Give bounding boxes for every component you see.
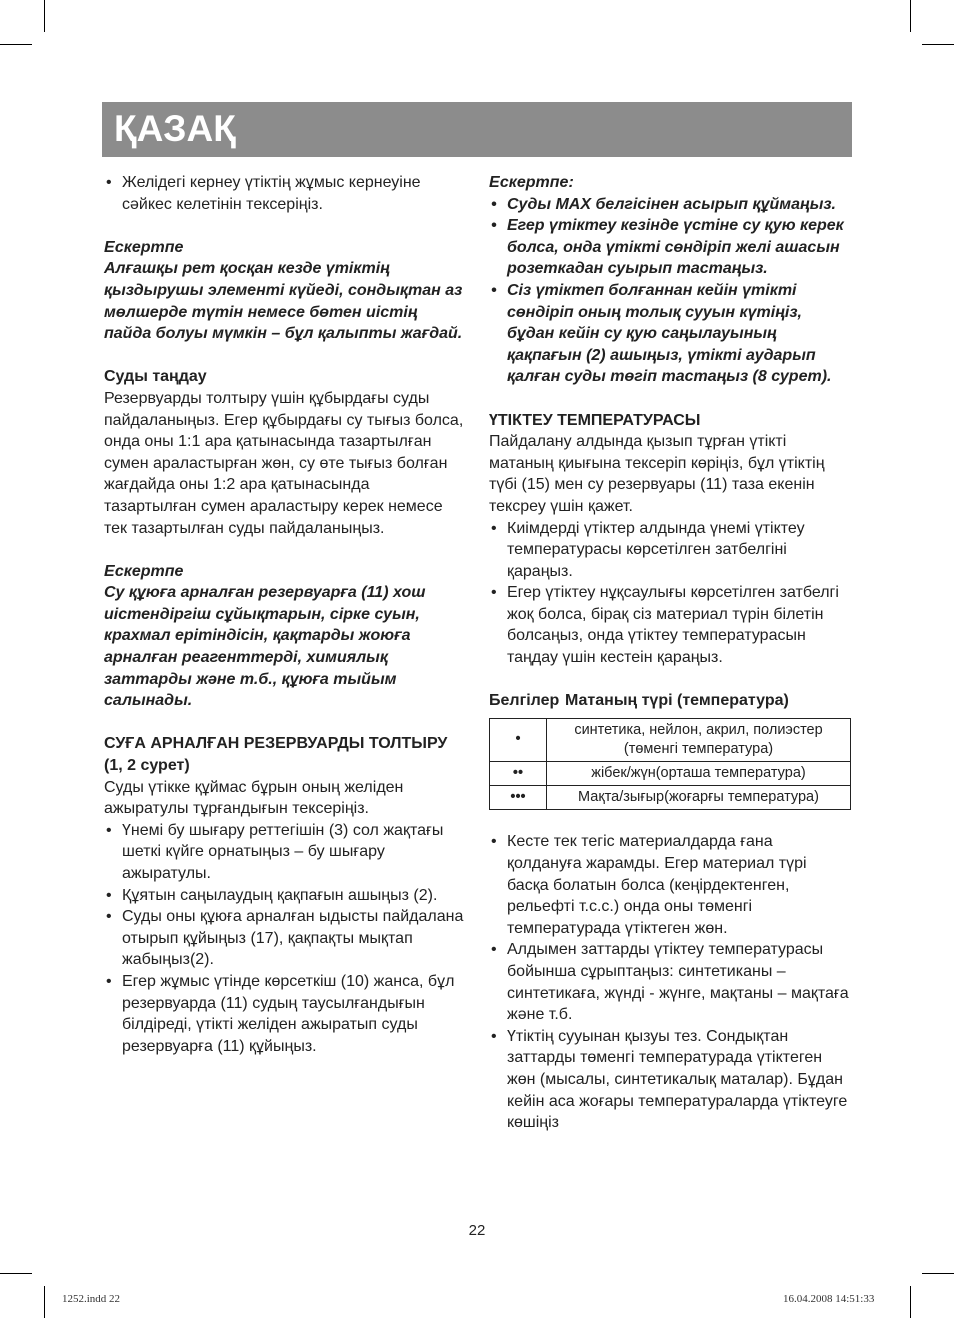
list-item: • Егер үтіктеу кезінде үстіне су қую керек болса, онда үтікті сөндіріп желі ашасын розеткадан суырып тастаңыз. (489, 215, 851, 280)
temp-list (489, 518, 851, 669)
fill-steps-list (104, 820, 466, 1058)
note-title: Ескертпе: (489, 174, 574, 191)
note-list (489, 194, 851, 388)
list-item: • Суды оны құюға арналған ыдысты пайдалана отырып құйыңыз (17), қақпақты мықтап жабыңыз(2). (104, 906, 466, 971)
paragraph: Пайдалану алдында қызып тұрған үтікті матаның қиығына тексеріп көріңіз, бұл үтіктің түбі (15) мен су резервуары (11) таза екенін тексреу үшін қажет. (489, 433, 825, 515)
note-text: Су құюға арналған резервуарға (11) хош иістендіргіш сұйықтарын, сірке суын, крахмал ерітіндісін, қақтарды жоюға арналған реагенттерді, химиялық заттарды және т.б., құюға тыйым салынады. (104, 584, 426, 710)
paragraph: Резервуарды толтыру үшін құбырдағы суды пайдаланыңыз. Егер құбырдағы су тығыз болса, онда оны 1:1 ара қатынасында тазартылған сумен араластырған жөн, су өте тығыз болған жағдайда оны 1:2 ара қатынасында тазартылған сумен араластыру керек немесе тек тазартылған суды пайдаланыңыз. (104, 389, 464, 537)
section-header-bar (102, 102, 852, 157)
table-cell-fabric: синтетика, нейлон, акрил, полиэстер (төменгі температура) (547, 718, 851, 761)
table-cell-symbol: ••• (490, 785, 547, 809)
table-header (489, 690, 851, 712)
list-item: • Үнемі бу шығару реттегішін (3) сол жақтағы шеткі күйге орнатыңыз – бу шығару ажыратулы. (104, 820, 466, 885)
crop-mark (44, 0, 45, 32)
list-item: • Егер жұмыс үтінде көрсеткіш (10) жанса, бұл резервуарда (11) судың таусылғандығын білдіреді, үтікті желіден ажыратып суды резервуарға (11) құйыңыз. (104, 971, 466, 1057)
list-item: • Желідегі кернеу үтіктің жұмыс кернеуіне сәйкес келетінін тексеріңіз. (104, 172, 466, 215)
intro-list (104, 172, 466, 215)
note-title: Ескертпе (104, 562, 184, 580)
table-cell-symbol: • (490, 718, 547, 761)
table-cell-symbol: •• (490, 761, 547, 785)
table-header-symbols: Белгілер (489, 692, 560, 710)
section-heading: СУҒА АРНАЛҒАН РЕЗЕРВУАРДЫ ТОЛТЫРУ (1, 2 сурет) (104, 735, 448, 775)
list-item: • Кесте тек тегіс материалдарда ғана қолдануға жарамды. Егер материал түрі басқа болатын болса (кеңірдектенген, рельефті т.с.с.) онда оны төменгі температурада үтіктеген жөн. (489, 831, 851, 939)
table-row (490, 761, 851, 785)
list-item: • Үтіктің сууынан қызуы тез. Сондықтан заттарды төменгі температурада үтіктеген жөн (мысалы, синтетикалық маталар). Бұдан кейін аса жоғары температураларда үтіктеуге көшіңіз (489, 1026, 851, 1134)
temperature-table (489, 718, 851, 810)
table-row (490, 785, 851, 809)
footer-file: 1252.indd 22 (62, 1293, 121, 1305)
section-heading: Суды таңдау (104, 368, 207, 386)
list-item: • Алдымен заттарды үтіктеу температурасы бойынша сұрыптаңыз: синтетиканы – синтетикаға, жүнді - жүнге, мақтаны – мақтаға және т.б. (489, 939, 851, 1025)
crop-mark (922, 1273, 954, 1274)
tips-list (489, 831, 851, 1133)
table-cell-fabric: жібек/жүн(орташа температура) (547, 761, 851, 785)
section-heading: ҮТІКТЕУ ТЕМПЕРАТУРАСЫ (489, 411, 701, 429)
right-column (489, 172, 851, 1134)
note-text: Алғашқы рет қосқан кезде үтіктің қыздырушы элементі күйеді, сондықтан аз мөлшерде түтін немесе бөтен иістің пайда болуы мүмкін – бұл қалыпты жағдай. (104, 260, 463, 343)
list-item: • Киімдерді үтіктер алдында үнемі үтіктеу температурасы көрсетілген затбелгіні қараңыз. (489, 518, 851, 583)
list-item: • Құятын саңылаудың қақпағын ашыңыз (2). (104, 885, 466, 907)
table-row (490, 718, 851, 761)
crop-mark (910, 0, 911, 32)
note-title: Ескертпе (104, 238, 184, 256)
page-number: 22 (468, 1222, 486, 1239)
crop-mark (922, 44, 954, 45)
paragraph: Суды үтікке құймас бұрын оның желіден ажыратулы тұрғандығын тексеріңіз. (104, 778, 404, 818)
crop-mark (910, 1286, 911, 1318)
list-item: • Суды MAX белгісінен асырып құймаңыз. (489, 194, 851, 216)
crop-mark (0, 44, 32, 45)
table-header-fabric: Матаның түрі (температура) (565, 692, 789, 710)
list-item: • Сіз үтіктеп болғаннан кейін үтікті сөндіріп оның толық сууын күтіңіз, бұдан кейін су қую саңылауының қақпағын (2) ашыңыз, үтікті аударып қалған суды төгіп тастаңыз (8 сурет). (489, 280, 851, 388)
crop-mark (44, 1286, 45, 1318)
footer-datetime: 16.04.2008 14:51:33 (783, 1293, 875, 1305)
crop-mark (0, 1273, 32, 1274)
table-cell-fabric: Мақта/зығыр(жоғарғы температура) (547, 785, 851, 809)
section-title: ҚАЗАҚ (114, 108, 236, 149)
left-column (104, 172, 466, 1057)
list-item: • Егер үтіктеу нұқсаулығы көрсетілген затбелгі жоқ болса, бірақ сіз материал түрін білетін болсаңыз, онда үтіктеу температурасын таңдау үшін кестеін қараңыз. (489, 582, 851, 668)
